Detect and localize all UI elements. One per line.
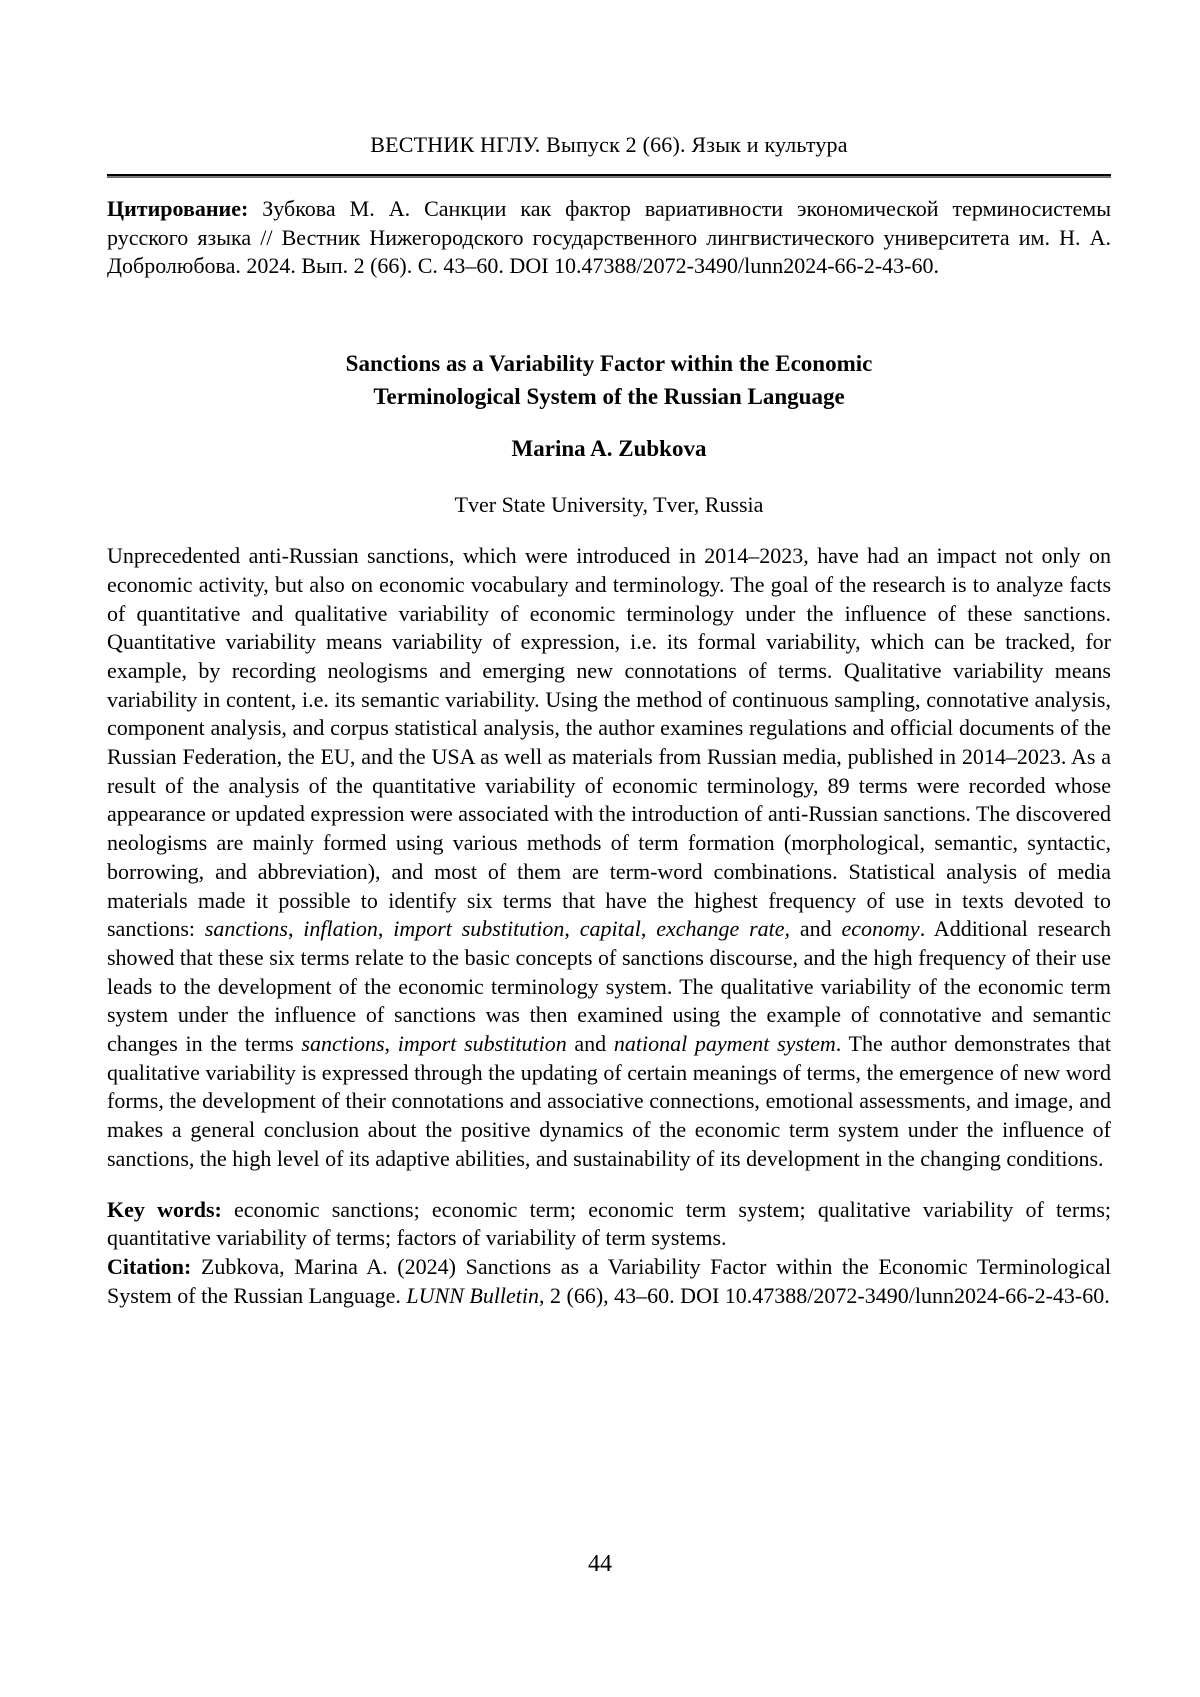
text-segment: , 2 (66), 43–60. DOI 10.47388/2072-3490/lunn2024-66-2-43-60. [539, 1282, 1110, 1308]
text-segment: economy [841, 916, 920, 942]
text-segment: , [564, 916, 580, 942]
citation-en-paragraph [107, 1253, 1111, 1310]
article-title [107, 347, 1111, 413]
text-segment: national payment system [613, 1031, 836, 1057]
citation-ru-text: Зубкова М. А. Санкции как фактор вариативности экономической терминосистемы русского языка // Вестник Нижегородского государственного лингвистического университета им. Н. А. Добролюбова. 2024. Вып. 2 (66). С. 43–60. DOI 10.47388/2072-3490/lunn2024-66-2-43-60. [107, 196, 1111, 279]
citation-en-text [107, 1254, 1111, 1308]
keywords-paragraph [107, 1196, 1111, 1253]
text-segment: , [287, 916, 304, 942]
text-segment: Unprecedented anti-Russian sanctions, which were introduced in 2014–2023, have had an impact not only on economic activity, but also on economic vocabulary and terminology. The goal of the research is to analyze facts of quantitative and qualitative variability of economic terminology under the influence of these sanctions. Quantitative variability means variability of expression, i.e. its formal variability, which can be tracked, for example, by recording neologisms and emerging new connotations of terms. Qualitative variability means variability in content, i.e. its semantic variability. Using the method of continuous sampling, connotative analysis, component analysis, and corpus statistical analysis, the author examines regulations and official documents of the Russian Federation, the EU, and the USA as well as materials from Russian media, published in 2014–2023. As a result of the analysis of the quantitative variability of economic terminology, 89 terms were recorded whose appearance or updated expression were associated with the introduction of anti-Russian sanctions. The discovered neologisms are mainly formed using various methods of term formation (morphological, semantic, syntactic, borrowing, and abbreviation), and most of them are term-word combinations. Statistical analysis of media materials made it possible to identify six terms that have the highest frequency of use in texts devoted to sanctions: [107, 543, 1111, 942]
text-segment: inflation [303, 916, 378, 942]
page-number: 44 [588, 1551, 612, 1577]
keywords-label: Key words: [107, 1196, 222, 1222]
citation-en-label: Citation: [107, 1253, 192, 1279]
abstract-paragraph [107, 542, 1111, 1173]
citation-ru-paragraph [107, 195, 1111, 281]
text-segment: , [377, 916, 394, 942]
journal-running-head: ВЕСТНИК НГЛУ. Выпуск 2 (66). Язык и культура [370, 132, 848, 157]
text-segment: . The author demonstrates that qualitative variability is expressed through the updating of certain meanings of terms, the emergence of new word forms, the development of their connotations and associative connections, emotional assessments, and image, and makes a general conclusion about the positive dynamics of the economic term system under the influence of sanctions, the high level of its adaptive abilities, and sustainability of its development in the changing conditions. [107, 1031, 1111, 1171]
text-segment: import substitution [397, 1031, 567, 1057]
text-segment: , [384, 1031, 398, 1057]
text-segment: LUNN Bulletin [406, 1282, 540, 1308]
text-segment: and [566, 1031, 614, 1057]
text-segment: . Additional research showed that these six terms relate to the basic concepts of sanctions discourse, and the high frequency of their use leads to the development of the economic terminology system. The qualitative variability of the economic term system under the influence of sanctions was then examined using the example of connotative and semantic changes in the terms [107, 916, 1112, 1057]
article-title-line2: Terminological System of the Russian Language [373, 384, 845, 410]
text-segment: and [790, 916, 842, 942]
text-segment: sanctions [204, 916, 288, 942]
text-segment: , [640, 916, 657, 942]
text-segment: import substitution [393, 916, 565, 942]
article-title-line1: Sanctions as a Variability Factor within the Economic [345, 351, 873, 377]
citation-ru-label: Цитирование: [107, 196, 249, 221]
keywords-text: economic sanctions; economic term; economic term system; qualitative variability of terms; quantitative variability of terms; factors of variability of term systems. [107, 1196, 1111, 1251]
text-segment: sanctions [301, 1031, 385, 1057]
text-segment: capital [579, 916, 641, 942]
text-segment: Zubkova, Marina A. (2024) Sanctions as a Variability Factor within the Economic Terminological System of the Russian Language. [107, 1253, 1111, 1308]
author-name: Marina A. Zubkova [511, 436, 707, 462]
author-affiliation: Tver State University, Tver, Russia [454, 492, 764, 518]
header-rule-divider [107, 174, 1111, 178]
text-segment: exchange rate, [656, 916, 791, 942]
